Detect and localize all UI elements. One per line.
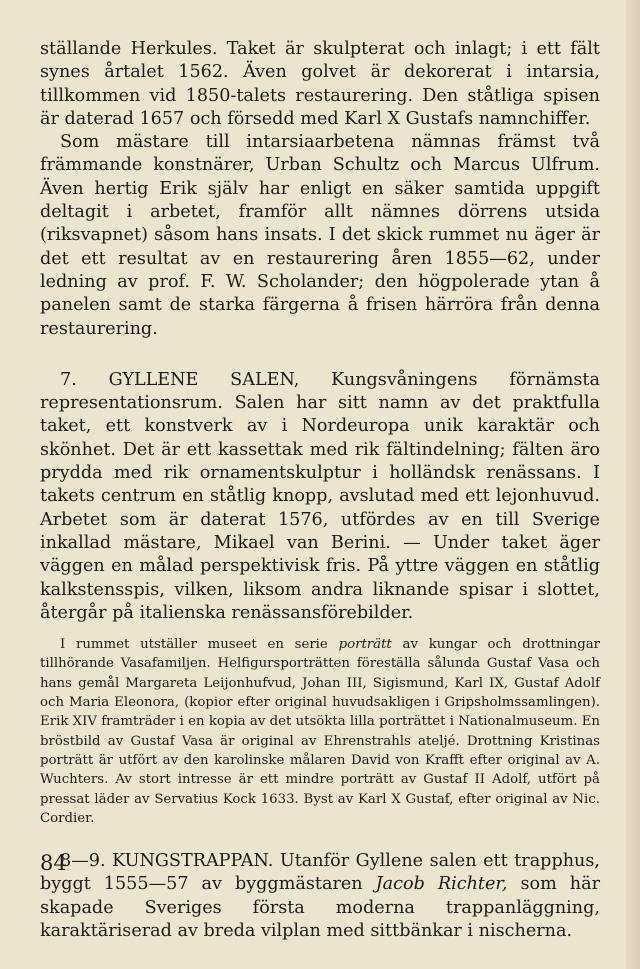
kungstrappan-text-end: som här skapade Sveriges första moderna trappanläggning, karaktäriserad av breda vilplan med sittbänkar i nischerna.: [40, 874, 600, 941]
note-emphasis: porträtt: [338, 637, 392, 653]
page-body: [40, 38, 600, 943]
kungstrappan-text-start: 8—9. KUNGSTRAPPAN. Utanför Gyllene salen ett trapphus, byggt 1555—57 av byggmästaren: [40, 851, 600, 895]
paragraph-intarsia-masters: Som mästare till intarsiaarbetena nämnas främst två främmande konstnärer, Urban Schultz och Marcus Ulfrum. Även hertig Erik själv har enligt en säker samtida uppgift deltagit i arbetet, framför allt nämnes dörrens utsida (riksvapnet) såsom hans insats. I det skick rummet nu äger är det ett resultat av en restaurering åren 1855—62, under ledning av prof. F. W. Scholander; den högpolerade ytan å panelen samt de starka färgerna å frisen härröra från denna restaurering.: [40, 132, 600, 339]
paragraph-kungstrappan: [40, 850, 600, 943]
paragraph-gyllene-salen: 7. GYLLENE SALEN, Kungsvåningens förnämsta representationsrum. Salen har sitt namn av det praktfulla taket, ett konstverk av i Nordeuropa unik karaktär och skönhet. Det är ett kassettak med rik fältindelning; fälten äro prydda med rik ornamentskulptur i holländsk renässans. I takets centrum en ståtlig knopp, avslutad med ett lejonhuvud. Arbetet som är daterat 1576, utfördes av en till Sverige inkallad mästare, Mikael van Berini. — Under taket äger väggen en målad perspektivisk fris. På yttre väggen en ståtlig kalkstensspis, vilken, liksom andra liknande spisar i slottet, återgår på italienska renässansförebilder.: [40, 369, 600, 623]
note-text-start: I rummet utställer museet en serie: [60, 637, 328, 653]
note-portraits: [40, 635, 600, 828]
note-text-end: av kungar och drottningar tillhörande Vasafamiljen. Helfigursporträtten föreställa sålunda Gustaf Vasa och hans gemål Margareta Leijonhufvud, Johan III, Sigismund, Karl IX, Gustaf Adolf och Maria Eleonora, (kopior efter original huvudsakligen i Gripsholmssamlingen). Erik XIV framträder i en kopia av det utsökta lilla porträttet i Nationalmuseum. En bröstbild av Gustaf Vasa är original av Ehrenstrahls ateljé. Drottning Kristinas porträtt är utfört av den karolinske målaren David von Krafft efter original av A. Wuchters. Av stort intresse är ett mindre porträtt av Gustaf II Adolf, utfört på pressat läder av Servatius Kock 1633. Byst av Karl X Gustaf, efter original av Nic. Cordier.: [40, 637, 600, 826]
paragraph-herkules: ställande Herkules. Taket är skulpterat och inlagt; i ett fält synes årtalet 1562. Även golvet är dekorerat i intarsia, tillkommen vid 1850-talets restaurering. Den ståtliga spisen är daterad 1657 och försedd med Karl X Gustafs namnchiffer.: [40, 39, 600, 129]
page-edge: [626, 0, 640, 969]
page-number: 84: [40, 851, 67, 875]
architect-name: Jacob Richter,: [375, 874, 508, 895]
